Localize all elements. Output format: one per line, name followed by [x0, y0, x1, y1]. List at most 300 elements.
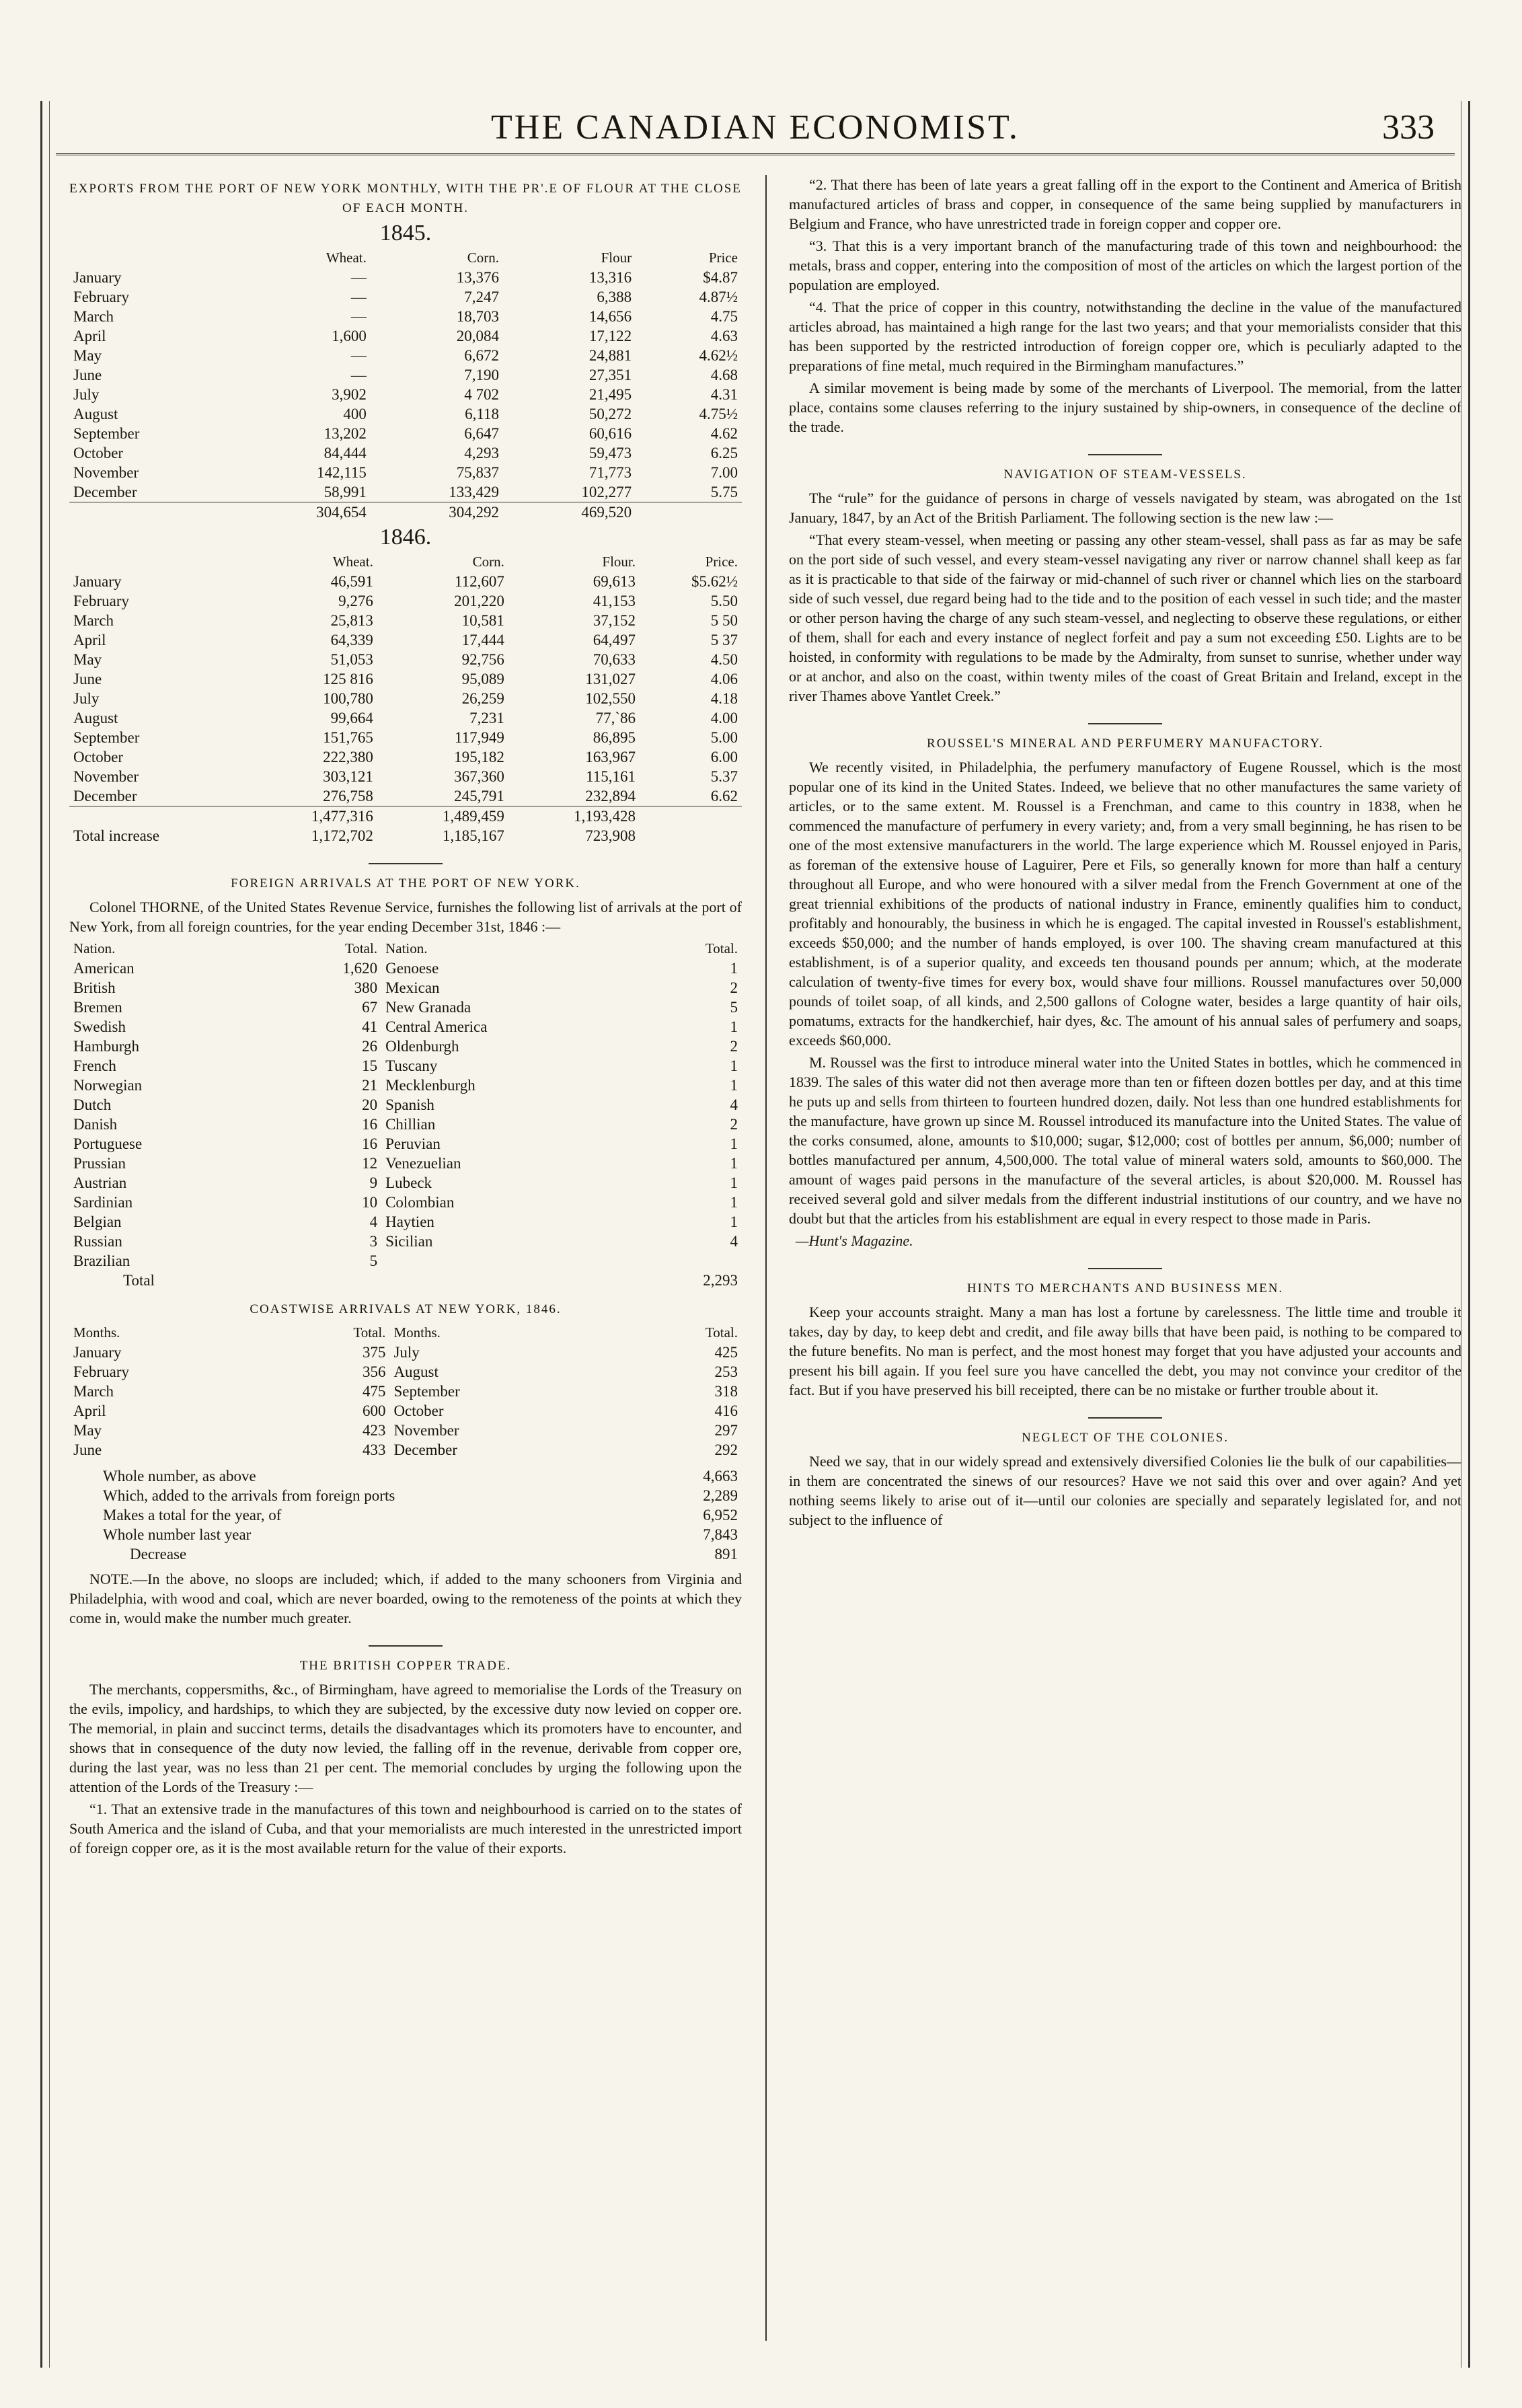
- name-cell: Hamburgh: [73, 1038, 139, 1055]
- wheat-cell: 1,600: [332, 328, 367, 344]
- corn-cell: 4,293: [464, 445, 499, 461]
- col-price: Price: [708, 250, 738, 266]
- price-cell: 4.62½: [699, 347, 738, 364]
- table-row: [69, 346, 742, 365]
- total-cell: 2: [730, 1038, 738, 1055]
- foreign-total-label: Total: [123, 1272, 155, 1289]
- name-cell: Oldenburgh: [385, 1038, 459, 1055]
- name-cell: Russian: [73, 1233, 122, 1250]
- name-cell: Portuguese: [73, 1135, 143, 1152]
- coastwise-note: NOTE.—In the above, no sloops are included; which, if added to the many schooners from Virginia and Philadelphia, with wood and coal, which are never boarded, owing to the remoteness of the points at which they come in, would make the number much greater.: [69, 1571, 742, 1626]
- wheat-cell: 99,664: [330, 710, 373, 726]
- exports-1846-table: [69, 552, 742, 845]
- summary-label: Decrease: [130, 1546, 187, 1563]
- name-cell: Sardinian: [73, 1194, 133, 1211]
- total-corn-1846: 1,489,459: [377, 806, 508, 827]
- col-flour: Flour: [601, 250, 632, 266]
- total-cell: 26: [362, 1038, 378, 1055]
- name-cell: British: [73, 979, 116, 996]
- name-cell: Sicilian: [385, 1233, 433, 1250]
- col-month: [69, 248, 238, 268]
- price-cell: 4.31: [710, 386, 738, 403]
- summary-row: [69, 1505, 742, 1525]
- increase-corn: 1,185,167: [442, 827, 504, 844]
- month-cell: December: [73, 484, 137, 500]
- total-cell: 9: [369, 1174, 378, 1191]
- name-cell: Swedish: [73, 1018, 126, 1035]
- section-rule: [369, 863, 443, 864]
- col-month: Months.: [73, 1324, 120, 1341]
- flour-cell: 14,656: [588, 308, 632, 325]
- summary-value: 2,289: [703, 1487, 738, 1504]
- price-cell: 4.87½: [699, 289, 738, 305]
- total-cell: 297: [714, 1422, 738, 1439]
- total-cell: 20: [362, 1096, 378, 1113]
- corn-cell: 13,376: [456, 269, 499, 286]
- total-cell: 600: [362, 1402, 386, 1419]
- flour-cell: 131,027: [585, 671, 636, 687]
- col-total: Total.: [705, 1324, 738, 1341]
- flour-cell: 60,616: [588, 425, 632, 442]
- table-row: [69, 404, 742, 424]
- name-cell: July: [393, 1344, 420, 1361]
- summary-row: [69, 1544, 742, 1564]
- flour-cell: 77,`86: [595, 710, 636, 726]
- col-total: Total.: [344, 940, 378, 956]
- name-cell: Prussian: [73, 1155, 126, 1172]
- total-cell: 1: [730, 1155, 738, 1172]
- col-wheat: Wheat.: [326, 250, 367, 266]
- table-row: [69, 978, 742, 998]
- foreign-arrivals-table: [69, 939, 742, 1290]
- total-wheat-1845: 304,654: [238, 502, 371, 523]
- wheat-cell: 9,276: [338, 593, 373, 609]
- table-row: [69, 1251, 742, 1271]
- flour-cell: 27,351: [588, 367, 632, 383]
- total-cell: 475: [362, 1383, 386, 1400]
- name-cell: Peruvian: [385, 1135, 441, 1152]
- total-cell: 4: [730, 1233, 738, 1250]
- table-row: [69, 1362, 742, 1382]
- month-cell: April: [73, 632, 106, 648]
- month-cell: October: [73, 749, 124, 765]
- total-cell: 1,620: [342, 960, 378, 977]
- col-nation: Nation.: [73, 940, 116, 956]
- month-cell: May: [73, 347, 102, 364]
- flour-cell: 21,495: [588, 386, 632, 403]
- month-cell: January: [73, 573, 122, 590]
- price-cell: 6.00: [710, 749, 738, 765]
- corn-cell: 95,089: [461, 671, 504, 687]
- coastwise-heading: COASTWISE ARRIVALS AT NEW YORK, 1846.: [250, 1302, 562, 1316]
- table-row: [69, 1382, 742, 1401]
- table-row: [69, 630, 742, 650]
- flour-cell: 50,272: [588, 406, 632, 422]
- total-cell: 2: [730, 1116, 738, 1133]
- colonies-paragraph: Need we say, that in our widely spread and extensively diversified Colonies lie the bulk of our capabilities—in them are concentrated the sinews of our resources? Have we not said this over and over again? And yet nothing seems likely to arise out of it—until our colonies are specially and separately legislated for, and not subject to the influence of: [789, 1453, 1461, 1528]
- price-cell: 4.68: [710, 367, 738, 383]
- table-row: [69, 1193, 742, 1212]
- copper-quote-3: “3. That this is a very important branch of the manufacturing trade of this town and neighbourhood: the metals, brass and copper, entering into the composition of most of the articles on which the largest portion of the population are employed.: [789, 237, 1461, 293]
- price-cell: 5.00: [710, 729, 738, 746]
- price-cell: 4.62: [710, 425, 738, 442]
- total-wheat-1846: 1,477,316: [246, 806, 377, 827]
- total-flour-1845: 469,520: [503, 502, 636, 523]
- navigation-quote: “That every steam-vessel, when meeting or passing any other steam-vessel, shall pass as far as may be safe on the port side of such vessel, and every steam-vessel navigating any river or narrow channel shall keep as far as it is practicable to that side of the fairway or mid-channel of such river or channel which lies on the starboard side of such vessel, due regard being had to the tide and to the position of each vessel in such tide; and the master or other person having the charge of any such steam-vessel, and neglecting to observe these regulations, or either of them, shall for each and every instance of neglect forfeit and pay a sum not exceeding £50. Lights are to be hoisted, in conformity with regulations to be made by the Admiralty, from sunset to sunrise, whether under way or at anchor, and also on the coast, within twenty miles of the coast of Great Britain and Ireland, except in the river Thames above Yantlet Creek.”: [789, 531, 1461, 704]
- colonies-heading: NEGLECT OF THE COLONIES.: [1021, 1431, 1229, 1445]
- name-cell: September: [393, 1383, 460, 1400]
- name-cell: Lubeck: [385, 1174, 432, 1191]
- flour-cell: 115,161: [586, 768, 636, 785]
- month-cell: August: [73, 406, 118, 422]
- flour-cell: 70,633: [593, 651, 636, 668]
- total-cell: 1: [730, 1018, 738, 1035]
- corn-cell: 75,837: [456, 464, 499, 481]
- month-cell: November: [73, 464, 139, 481]
- table-row: [69, 958, 742, 978]
- flour-cell: 41,153: [593, 593, 636, 609]
- total-cell: 292: [714, 1441, 738, 1458]
- name-cell: [381, 1251, 640, 1271]
- flour-cell: 24,881: [588, 347, 632, 364]
- table-row: [69, 1115, 742, 1134]
- price-cell: 4.18: [710, 690, 738, 707]
- total-cell: 416: [714, 1402, 738, 1419]
- name-cell: April: [73, 1402, 106, 1419]
- hints-heading: HINTS TO MERCHANTS AND BUSINESS MEN.: [966, 1281, 1284, 1295]
- table-row: [69, 307, 742, 326]
- total-cell: 318: [714, 1383, 738, 1400]
- name-cell: Mecklenburgh: [385, 1077, 475, 1094]
- total-cell: 375: [362, 1344, 386, 1361]
- price-cell: 6.25: [710, 445, 738, 461]
- table-row: [69, 1421, 742, 1440]
- col-total: Total.: [705, 940, 738, 956]
- table-row: [69, 1232, 742, 1251]
- price-cell: 4.75: [710, 308, 738, 325]
- table-row: [69, 669, 742, 689]
- increase-label: Total increase: [73, 827, 160, 844]
- wheat-cell: 84,444: [324, 445, 367, 461]
- corn-cell: 10,581: [461, 612, 504, 629]
- name-cell: Austrian: [73, 1174, 127, 1191]
- month-cell: September: [73, 729, 140, 746]
- price-cell: 4.00: [710, 710, 738, 726]
- table-row: [69, 463, 742, 482]
- price-cell: 5 50: [710, 612, 738, 629]
- summary-label: Whole number, as above: [103, 1468, 256, 1484]
- wheat-cell: 125 816: [323, 671, 373, 687]
- wheat-cell: 100,780: [323, 690, 373, 707]
- corn-cell: 7,190: [464, 367, 499, 383]
- month-cell: February: [73, 593, 130, 609]
- month-cell: June: [73, 367, 102, 383]
- table-row: [69, 572, 742, 591]
- flour-cell: 6,388: [597, 289, 632, 305]
- total-cell: 380: [354, 979, 378, 996]
- flour-cell: 13,316: [588, 269, 632, 286]
- wheat-cell: —: [350, 367, 367, 383]
- roussel-paragraph-1: We recently visited, in Philadelphia, the perfumery manufactory of Eugene Roussel, which is the most popular one of its kind in the United States. Indeed, we believe that no other manufactures the same variety of articles, or to the same extent. M. Roussel is a Frenchman, and came to this country in 1838, when he commenced the manufacture of perfumery in every variety; and, from a very small beginning, he has risen to be one of the most extensive manufacturers in the world. The large experience which M. Roussel enjoyed in Paris, as foreman of the extensive house of Laguirer, Pere et Fils, so generally known for more than half a century throughout all Europe, and who were honoured with a silver medal from the French Government at one of the great triennial exhibitions of the products of national industry in France, eminently qualifies him to conduct, profitably and honourably, the business in which he is engaged. The capital invested in Roussel's establishment, exceeds $50,000; and the number of hands employed, is over 100. The shaving cream manufactured at this establishment, is of a superior quality, and exceeds ten thousand pounds per annum; which, at the moderate calculation of twenty-five times for every box, would shave four millions. Roussel manufactures over 50,000 pounds of toilet soap, of all kinds, and 2,500 gallons of Cologne water, besides a large quantity of hair oils, pomatums, extracts for the handkerchief, hair dyes, &c. The amount of his annual sales of perfumery and soaps, exceeds $60,000.: [789, 759, 1461, 1049]
- col-month: [69, 552, 246, 572]
- name-cell: Genoese: [385, 960, 439, 977]
- wheat-cell: 13,202: [324, 425, 367, 442]
- corn-cell: 20,084: [456, 328, 499, 344]
- wheat-cell: 400: [343, 406, 367, 422]
- table-row: [69, 326, 742, 346]
- summary-value: 7,843: [703, 1526, 738, 1543]
- price-cell: $5.62½: [691, 573, 738, 590]
- flour-cell: 37,152: [593, 612, 636, 629]
- name-cell: August: [393, 1363, 439, 1380]
- right-column: [789, 175, 1461, 1532]
- flour-cell: 71,773: [588, 464, 632, 481]
- month-cell: October: [73, 445, 124, 461]
- corn-cell: 6,647: [464, 425, 499, 442]
- roussel-paragraph-2: M. Roussel was the first to introduce mineral water into the United States in bottles, which he commenced in 1839. The sales of this water did not then average more than ten or fifteen dozen bottles per day, and at this time he puts up and sells from thirteen to fourteen hundred dozen, daily. Not less than one hundred establishments for the manufacture, have grown up since M. Roussel introduced its manufacture into the United States. The value of the corks consumed, alone, amounts to $10,000; sugar, $12,000; cost of bottles per annum, $6,000; number of bottles manufactured per annum, 4,500,000. The total value of mineral waters sold, amounts to $60,000. The amount of wages paid persons in the manufacture of the several articles, is about $20,000. M. Roussel has received several gold and silver medals from the different industrial institutions of our country, and we have no doubt but that the articles from his establishment are equal in every respect to those made in Paris.: [789, 1054, 1461, 1227]
- price-cell: 4.06: [710, 671, 738, 687]
- copper-heading: THE BRITISH COPPER TRADE.: [299, 1659, 512, 1673]
- corn-cell: 195,182: [454, 749, 504, 765]
- foreign-heading: FOREIGN ARRIVALS AT THE PORT OF NEW YORK.: [231, 876, 580, 891]
- month-cell: April: [73, 328, 106, 344]
- total-cell: 12: [362, 1155, 378, 1172]
- header-rule: [56, 153, 1455, 155]
- total-cell: [641, 1251, 742, 1271]
- name-cell: December: [393, 1441, 457, 1458]
- name-cell: November: [393, 1422, 459, 1439]
- wheat-cell: 151,765: [323, 729, 373, 746]
- month-cell: March: [73, 612, 114, 629]
- month-cell: March: [73, 308, 114, 325]
- flour-cell: 102,550: [585, 690, 636, 707]
- table-row: [69, 1076, 742, 1095]
- total-flour-1846: 1,193,428: [508, 806, 640, 827]
- total-cell: 1: [730, 1213, 738, 1230]
- month-cell: February: [73, 289, 130, 305]
- flour-cell: 232,894: [585, 788, 636, 804]
- total-cell: 253: [714, 1363, 738, 1380]
- total-cell: 1: [730, 1135, 738, 1152]
- name-cell: French: [73, 1057, 116, 1074]
- page-frame: [40, 101, 1470, 2368]
- table-row: [69, 747, 742, 767]
- corn-cell: 117,949: [455, 729, 504, 746]
- copper-quote-1: “1. That an extensive trade in the manufactures of this town and neighbourhood is carried on to the states of South America and the island of Cuba, and that your memorialists are much interested in the unrestricted import of foreign copper ore, as it is the most available return for the value of their exports.: [69, 1801, 742, 1856]
- price-cell: 5.37: [710, 768, 738, 785]
- price-cell: 7.00: [710, 464, 738, 481]
- month-cell: May: [73, 651, 102, 668]
- exports-heading: EXPORTS FROM THE PORT OF NEW YORK MONTHLY, WITH THE PR'.E OF FLOUR AT THE CLOSE OF EACH MONTH.: [69, 182, 742, 215]
- coastwise-table: [69, 1323, 742, 1460]
- total-cell: 15: [362, 1057, 378, 1074]
- total-cell: 3: [369, 1233, 378, 1250]
- corn-cell: 6,672: [464, 347, 499, 364]
- section-rule: [1088, 723, 1162, 724]
- col-corn: Corn.: [472, 554, 504, 570]
- summary-label: Makes a total for the year, of: [103, 1507, 282, 1523]
- price-cell: 4.75½: [699, 406, 738, 422]
- summary-row: [69, 1525, 742, 1544]
- month-cell: August: [73, 710, 118, 726]
- corn-cell: 92,756: [461, 651, 504, 668]
- wheat-cell: 64,339: [330, 632, 373, 648]
- summary-label: Whole number last year: [103, 1526, 252, 1543]
- flour-cell: 64,497: [593, 632, 636, 648]
- table-row: [69, 708, 742, 728]
- journal-title: THE CANADIAN ECONOMIST.: [491, 108, 1020, 147]
- name-cell: New Granada: [385, 999, 471, 1016]
- name-cell: Bremen: [73, 999, 122, 1016]
- total-cell: 4: [369, 1213, 378, 1230]
- table-row: [69, 424, 742, 443]
- page-number: 333: [1382, 108, 1435, 147]
- name-cell: Colombian: [385, 1194, 455, 1211]
- total-cell: 1: [730, 1057, 738, 1074]
- total-cell: 356: [362, 1363, 386, 1380]
- corn-cell: 6,118: [465, 406, 499, 422]
- wheat-cell: —: [350, 347, 367, 364]
- total-cell: 1: [730, 1077, 738, 1094]
- name-cell: October: [393, 1402, 444, 1419]
- col-price: Price.: [705, 554, 738, 570]
- table-row: [69, 786, 742, 806]
- name-cell: Norwegian: [73, 1077, 143, 1094]
- corn-cell: 18,703: [456, 308, 499, 325]
- table-row: [69, 1440, 742, 1460]
- foreign-intro: Colonel THORNE, of the United States Revenue Service, furnishes the following list of arrivals at the port of New York, from all foreign countries, for the year ending December 31st, 1846 :—: [69, 899, 742, 935]
- total-cell: 5: [369, 1252, 378, 1269]
- wheat-cell: 222,380: [323, 749, 373, 765]
- price-cell: 4.63: [710, 328, 738, 344]
- price-cell: $4.87: [703, 269, 738, 286]
- total-corn-1845: 304,292: [371, 502, 503, 523]
- name-cell: Chillian: [385, 1116, 436, 1133]
- total-cell: 16: [362, 1135, 378, 1152]
- name-cell: Venezuelian: [385, 1155, 461, 1172]
- navigation-paragraph: The “rule” for the guidance of persons in charge of vessels navigated by steam, was abrogated on the 1st January, 1847, by an Act of the British Parliament. The following section is the new law :—: [789, 490, 1461, 526]
- total-cell: 16: [362, 1116, 378, 1133]
- corn-cell: 4 702: [464, 386, 499, 403]
- total-cell: 1: [730, 1194, 738, 1211]
- section-rule: [1088, 1268, 1162, 1269]
- name-cell: American: [73, 960, 135, 977]
- table-row: [69, 728, 742, 747]
- table-row: [69, 998, 742, 1017]
- total-cell: 21: [362, 1077, 378, 1094]
- flour-cell: 69,613: [593, 573, 636, 590]
- table-row: [69, 689, 742, 708]
- table-row: [69, 1154, 742, 1173]
- month-cell: January: [73, 269, 122, 286]
- name-cell: Brazilian: [73, 1252, 130, 1269]
- summary-row: [69, 1486, 742, 1505]
- section-rule: [369, 1645, 443, 1647]
- price-cell: 5.75: [710, 484, 738, 500]
- total-cell: 425: [714, 1344, 738, 1361]
- table-row: [69, 611, 742, 630]
- col-corn: Corn.: [467, 250, 499, 266]
- table-row: [69, 767, 742, 786]
- corn-cell: 7,247: [464, 289, 499, 305]
- wheat-cell: 51,053: [330, 651, 373, 668]
- name-cell: February: [73, 1363, 130, 1380]
- total-cell: 10: [362, 1194, 378, 1211]
- roussel-heading: ROUSSEL'S MINERAL AND PERFUMERY MANUFACTORY.: [927, 737, 1324, 751]
- table-row: [69, 287, 742, 307]
- price-cell: 6.62: [710, 788, 738, 804]
- wheat-cell: 46,591: [330, 573, 373, 590]
- col-month: Months.: [393, 1324, 441, 1341]
- flour-cell: 17,122: [588, 328, 632, 344]
- table-row: [69, 1173, 742, 1193]
- price-cell: 5 37: [710, 632, 738, 648]
- table-row: [69, 268, 742, 287]
- name-cell: May: [73, 1422, 102, 1439]
- corn-cell: 245,791: [454, 788, 504, 804]
- name-cell: Mexican: [385, 979, 440, 996]
- table-row: [69, 1037, 742, 1056]
- col-wheat: Wheat.: [332, 554, 373, 570]
- corn-cell: 201,220: [454, 593, 504, 609]
- copper-quote-4: “4. That the price of copper in this country, notwithstanding the decline in the value of the manufactured articles abroad, has maintained a high range for the last two years; and that your memorialists consider that this has been supported by the restricted introduction of foreign copper ore, which is peculiarly adapted to the preparations of fine metal, much required in the Birmingham manufactures.”: [789, 299, 1461, 374]
- table-row: [69, 443, 742, 463]
- table-row: [69, 1343, 742, 1362]
- col-nation: Nation.: [385, 940, 428, 956]
- name-cell: Dutch: [73, 1096, 112, 1113]
- month-cell: September: [73, 425, 140, 442]
- table-row: [69, 1056, 742, 1076]
- wheat-cell: —: [350, 308, 367, 325]
- navigation-heading: NAVIGATION OF STEAM-VESSELS.: [1003, 467, 1247, 482]
- corn-cell: 112,607: [455, 573, 504, 590]
- table-row: [69, 1134, 742, 1154]
- name-cell: Central America: [385, 1018, 488, 1035]
- column-divider: [765, 175, 767, 2341]
- year-1845-heading: 1845.: [379, 221, 432, 246]
- wheat-cell: 3,902: [332, 386, 367, 403]
- increase-wheat: 1,172,702: [311, 827, 373, 844]
- copper-paragraph-2: A similar movement is being made by some of the merchants of Liverpool. The memorial, from the latter place, contains some clauses referring to the injury sustained by ship-owners, in consequence of the decline of the trade.: [789, 379, 1461, 435]
- corn-cell: 26,259: [461, 690, 504, 707]
- foreign-total-value: 2,293: [703, 1272, 738, 1289]
- left-column: [69, 175, 742, 1860]
- wheat-cell: 142,115: [316, 464, 367, 481]
- total-cell: 41: [362, 1018, 378, 1035]
- summary-value: 4,663: [703, 1468, 738, 1484]
- flour-cell: 59,473: [588, 445, 632, 461]
- flour-cell: 86,895: [593, 729, 636, 746]
- name-cell: January: [73, 1344, 122, 1361]
- corn-cell: 367,360: [454, 768, 504, 785]
- name-cell: Danish: [73, 1116, 118, 1133]
- name-cell: Tuscany: [385, 1057, 438, 1074]
- table-row: [69, 1017, 742, 1037]
- name-cell: June: [73, 1441, 102, 1458]
- table-row: [69, 1095, 742, 1115]
- table-row: [69, 385, 742, 404]
- total-cell: 433: [362, 1441, 386, 1458]
- table-row: [69, 1401, 742, 1421]
- name-cell: Haytien: [385, 1213, 434, 1230]
- col-total: Total.: [353, 1324, 386, 1341]
- page-header: [42, 101, 1468, 155]
- section-rule: [1088, 454, 1162, 455]
- summary-row: [69, 1466, 742, 1486]
- table-row: [69, 591, 742, 611]
- total-cell: 1: [730, 1174, 738, 1191]
- total-cell: 5: [730, 999, 738, 1016]
